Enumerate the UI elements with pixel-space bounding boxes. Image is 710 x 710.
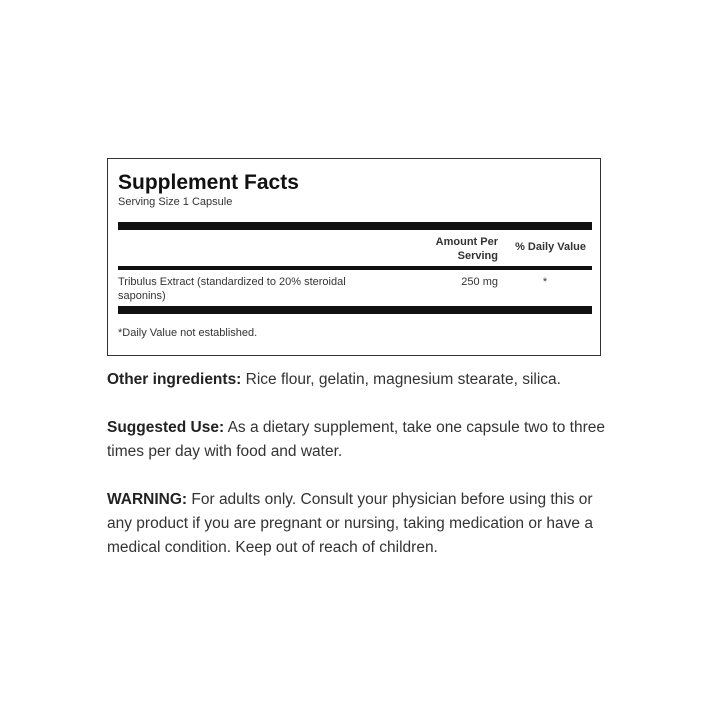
suggested-use-text: As a dietary supplement, take one capsule two to three times per day with food and water. xyxy=(107,419,605,460)
serving-size: Serving Size 1 Capsule xyxy=(118,196,233,208)
warning-text: For adults only. Consult your physician before using this or any product if you are pregnant or nursing, taking medication or have a medical condition. Keep out of reach of children. xyxy=(107,491,593,556)
supplement-facts-title: Supplement Facts xyxy=(118,171,299,194)
divider-thick-top xyxy=(118,222,592,230)
daily-value-header: % Daily Value xyxy=(515,241,586,253)
ingredient-daily-value: * xyxy=(542,276,548,288)
supplement-facts-panel xyxy=(107,158,601,356)
ingredient-amount: 250 mg xyxy=(461,276,498,288)
other-ingredients-paragraph xyxy=(107,368,607,392)
warning-label: WARNING: xyxy=(107,491,188,508)
divider-header xyxy=(118,266,592,270)
other-ingredients-label: Other ingredients: xyxy=(107,371,242,388)
ingredient-name: Tribulus Extract (standardized to 20% steroidal saponins) xyxy=(118,276,346,302)
suggested-use-paragraph xyxy=(107,416,607,464)
other-ingredients-text: Rice flour, gelatin, magnesium stearate, silica. xyxy=(241,371,561,388)
amount-per-serving-header: Amount Per Serving xyxy=(435,236,498,262)
divider-thick-bottom xyxy=(118,306,592,314)
suggested-use-label: Suggested Use: xyxy=(107,419,225,436)
warning-paragraph xyxy=(107,488,607,560)
daily-value-footnote: *Daily Value not established. xyxy=(118,327,258,339)
